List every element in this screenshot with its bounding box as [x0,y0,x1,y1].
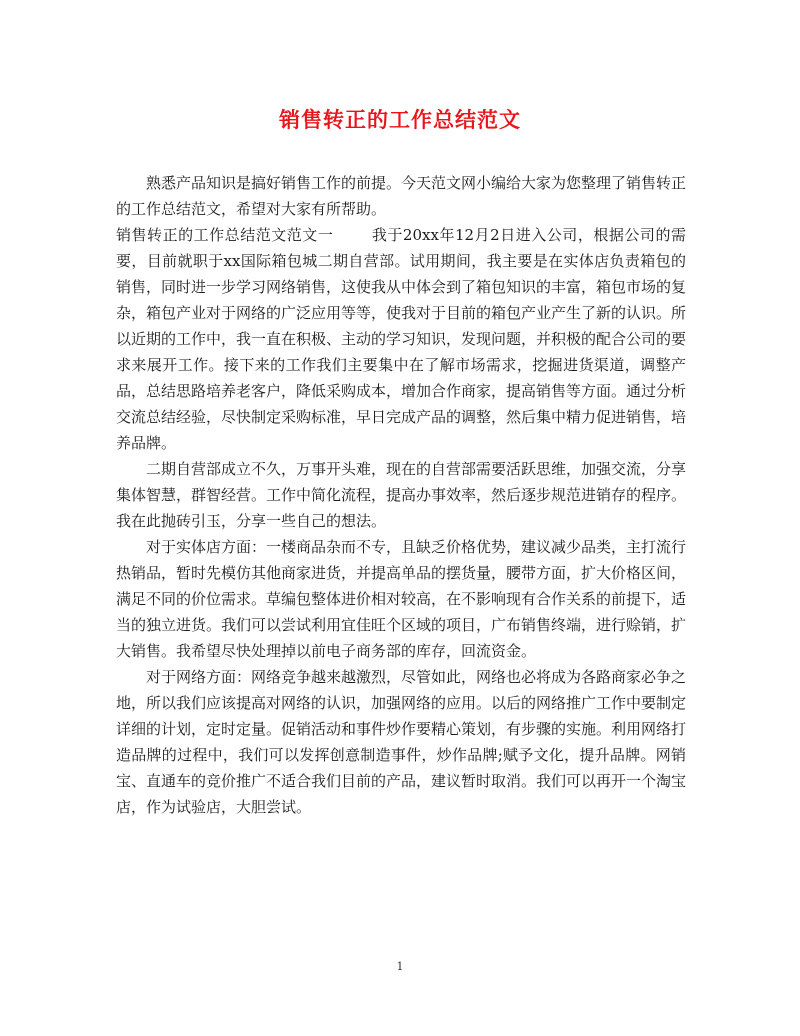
intro-paragraph: 熟悉产品知识是搞好销售工作的前提。今天范文网小编给大家为您整理了销售转正的工作总结范文，希望对大家有所帮助。 [116,174,687,218]
document-title: 销售转正的工作总结范文 [279,108,521,132]
section-heading: 销售转正的工作总结范文范文一 [116,226,334,244]
paragraph-1-text: 我于20xx年12月2日进入公司，根据公司的需要，目前就职于xx国际箱包城二期自营部。试用期间，我主要是在实体店负责箱包的销售，同时进一步学习网络销售，这使我从中体会到了箱包知识的丰富，箱包市场的复杂，箱包产业对于网络的广泛应用等等，使我对于目前的箱包产业产生了新的认识。所以近期的工作中，我一直在积极、主动的学习知识，发现问题，并积极的配合公司的要求来展开工作。接下来的工作我们主要集中在了解市场需求，挖掘进货渠道，调整产品，总结思路培养老客户，降低采购成本，增加合作商家，提高销售等方面。通过分析交流总结经验，尽快制定采购标准，早日完成产品的调整，然后集中精力促进销售，培养品牌。 [116,226,687,452]
page-number: 1 [396,960,404,973]
section-paragraph-1 [116,222,686,456]
paragraph-3: 对于实体店方面：一楼商品杂而不专，且缺乏价格优势，建议减少品类，主打流行热销品，暂时先模仿其他商家进货，并提高单品的摆货量，腰带方面，扩大价格区间，满足不同的价位需求。草编包整体进价相对较高，在不影响现有合作关系的前提下，适当的独立进货。我们可以尝试利用宜佳旺个区域的项目，广布销售终端，进行赊销，扩大销售。我希望尽快处理掉以前电子商务部的库存，回流资金。 [116,538,687,660]
paragraph-2: 二期自营部成立不久，万事开头难，现在的自营部需要活跃思维，加强交流，分享集体智慧，群智经营。工作中简化流程，提高办事效率，然后逐步规范进销存的程序。我在此抛砖引玉，分享一些自己的想法。 [116,460,687,530]
paragraph-4: 对于网络方面：网络竞争越来越激烈，尽管如此，网络也必将成为各路商家必争之地，所以我们应该提高对网络的认识，加强网络的应用。以后的网络推广工作中要制定详细的计划，定时定量。促销活动和事件炒作要精心策划，有步骤的实施。利用网络打造品牌的过程中，我们可以发挥创意制造事件，炒作品牌;赋予文化，提升品牌。网销宝、直通车的竞价推广不适合我们目前的产品，建议暂时取消。我们可以再开一个淘宝店，作为试验店，大胆尝试。 [116,668,687,816]
document-body [116,170,686,820]
